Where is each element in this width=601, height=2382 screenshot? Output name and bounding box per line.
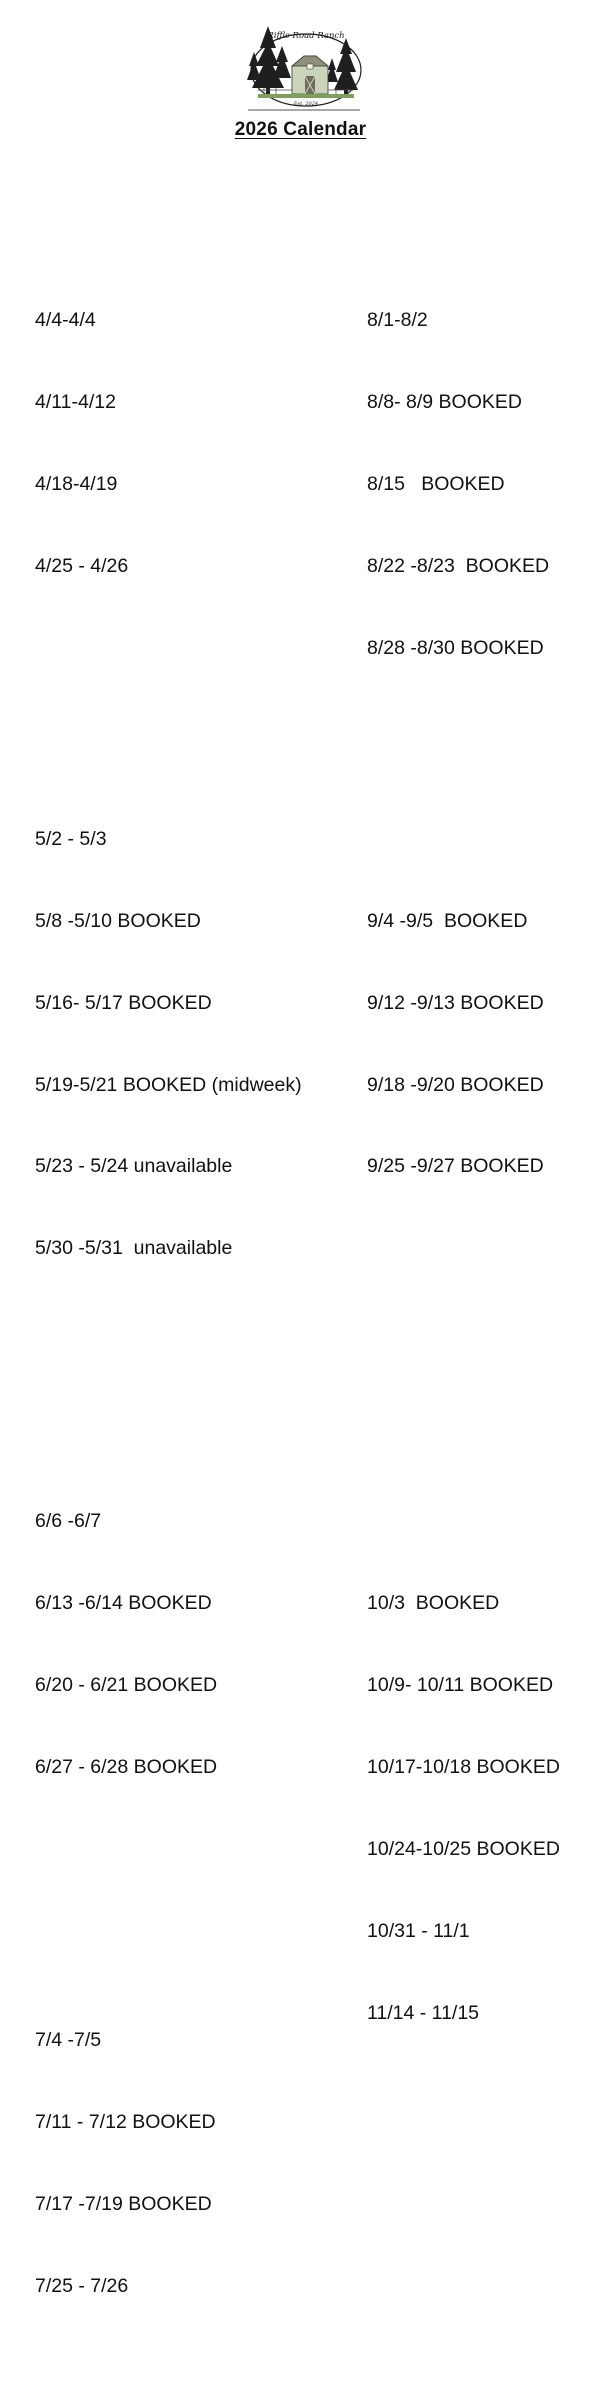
date-line: 6/20 - 6/21 BOOKED [35,1674,218,1697]
date-line: 9/25 -9/27 BOOKED [367,1155,544,1178]
date-line: 5/16- 5/17 BOOKED [35,991,212,1014]
august-group [367,253,560,717]
date-line: 9/4 -9/5 BOOKED [367,909,528,932]
date-line: 4/11-4/12 [35,391,116,414]
may-group [35,771,302,1317]
date-line: 8/8- 8/9 BOOKED [367,391,522,414]
date-line: 10/9- 10/11 BOOKED [367,1674,554,1697]
grass-band [258,94,354,98]
left-date-column [35,198,302,2382]
date-line: 8/28 -8/30 BOOKED [367,636,544,659]
date-line: 10/24-10/25 BOOKED [367,1837,560,1860]
date-line: 11/14 - 11/15 [367,2001,480,2024]
ranch-logo [246,22,364,114]
date-line: 10/3 BOOKED [367,1592,500,1615]
date-line: 7/4 -7/5 [35,2028,102,2051]
date-line: 7/25 - 7/26 [35,2274,129,2297]
date-line: 5/30 -5/31 unavailable [35,1237,233,1260]
date-line: 7/17 -7/19 BOOKED [35,2192,212,2215]
date-line: 6/27 - 6/28 BOOKED [35,1755,218,1778]
date-line: 5/19-5/21 BOOKED (midweek) [35,1073,302,1096]
date-line: 5/2 - 5/3 [35,827,107,850]
july-group [35,1972,302,2354]
date-line: 4/18-4/19 [35,472,118,495]
date-line: 8/1-8/2 [367,309,428,332]
october-november-group [367,1536,560,2082]
date-line: 6/13 -6/14 BOOKED [35,1592,212,1615]
april-group [35,253,302,635]
ranch-logo-graphic [246,22,364,114]
date-line: 10/31 - 11/1 [367,1919,470,1942]
logo-est-text: Est. 2024 [293,101,319,107]
date-line: 5/8 -5/10 BOOKED [35,909,201,932]
june-group [35,1454,302,1836]
logo-name-text: Riffle Road Ranch [267,31,345,41]
date-line: 7/11 - 7/12 BOOKED [35,2110,216,2133]
date-line: 4/4-4/4 [35,309,96,332]
pine-trees-right-icon [326,38,358,98]
date-line: 8/15 BOOKED [367,472,505,495]
date-line: 9/12 -9/13 BOOKED [367,991,544,1014]
barn-icon [292,56,328,94]
page-title: 2026 Calendar [234,119,367,140]
date-line: 9/18 -9/20 BOOKED [367,1073,544,1096]
date-line: 8/22 -8/23 BOOKED [367,554,550,577]
date-line: 5/23 - 5/24 unavailable [35,1155,233,1178]
september-group [367,853,560,1235]
date-line: 10/17-10/18 BOOKED [367,1755,560,1778]
right-date-column [367,198,560,2109]
date-line: 6/6 -6/7 [35,1510,102,1533]
date-line: 4/25 - 4/26 [35,554,129,577]
